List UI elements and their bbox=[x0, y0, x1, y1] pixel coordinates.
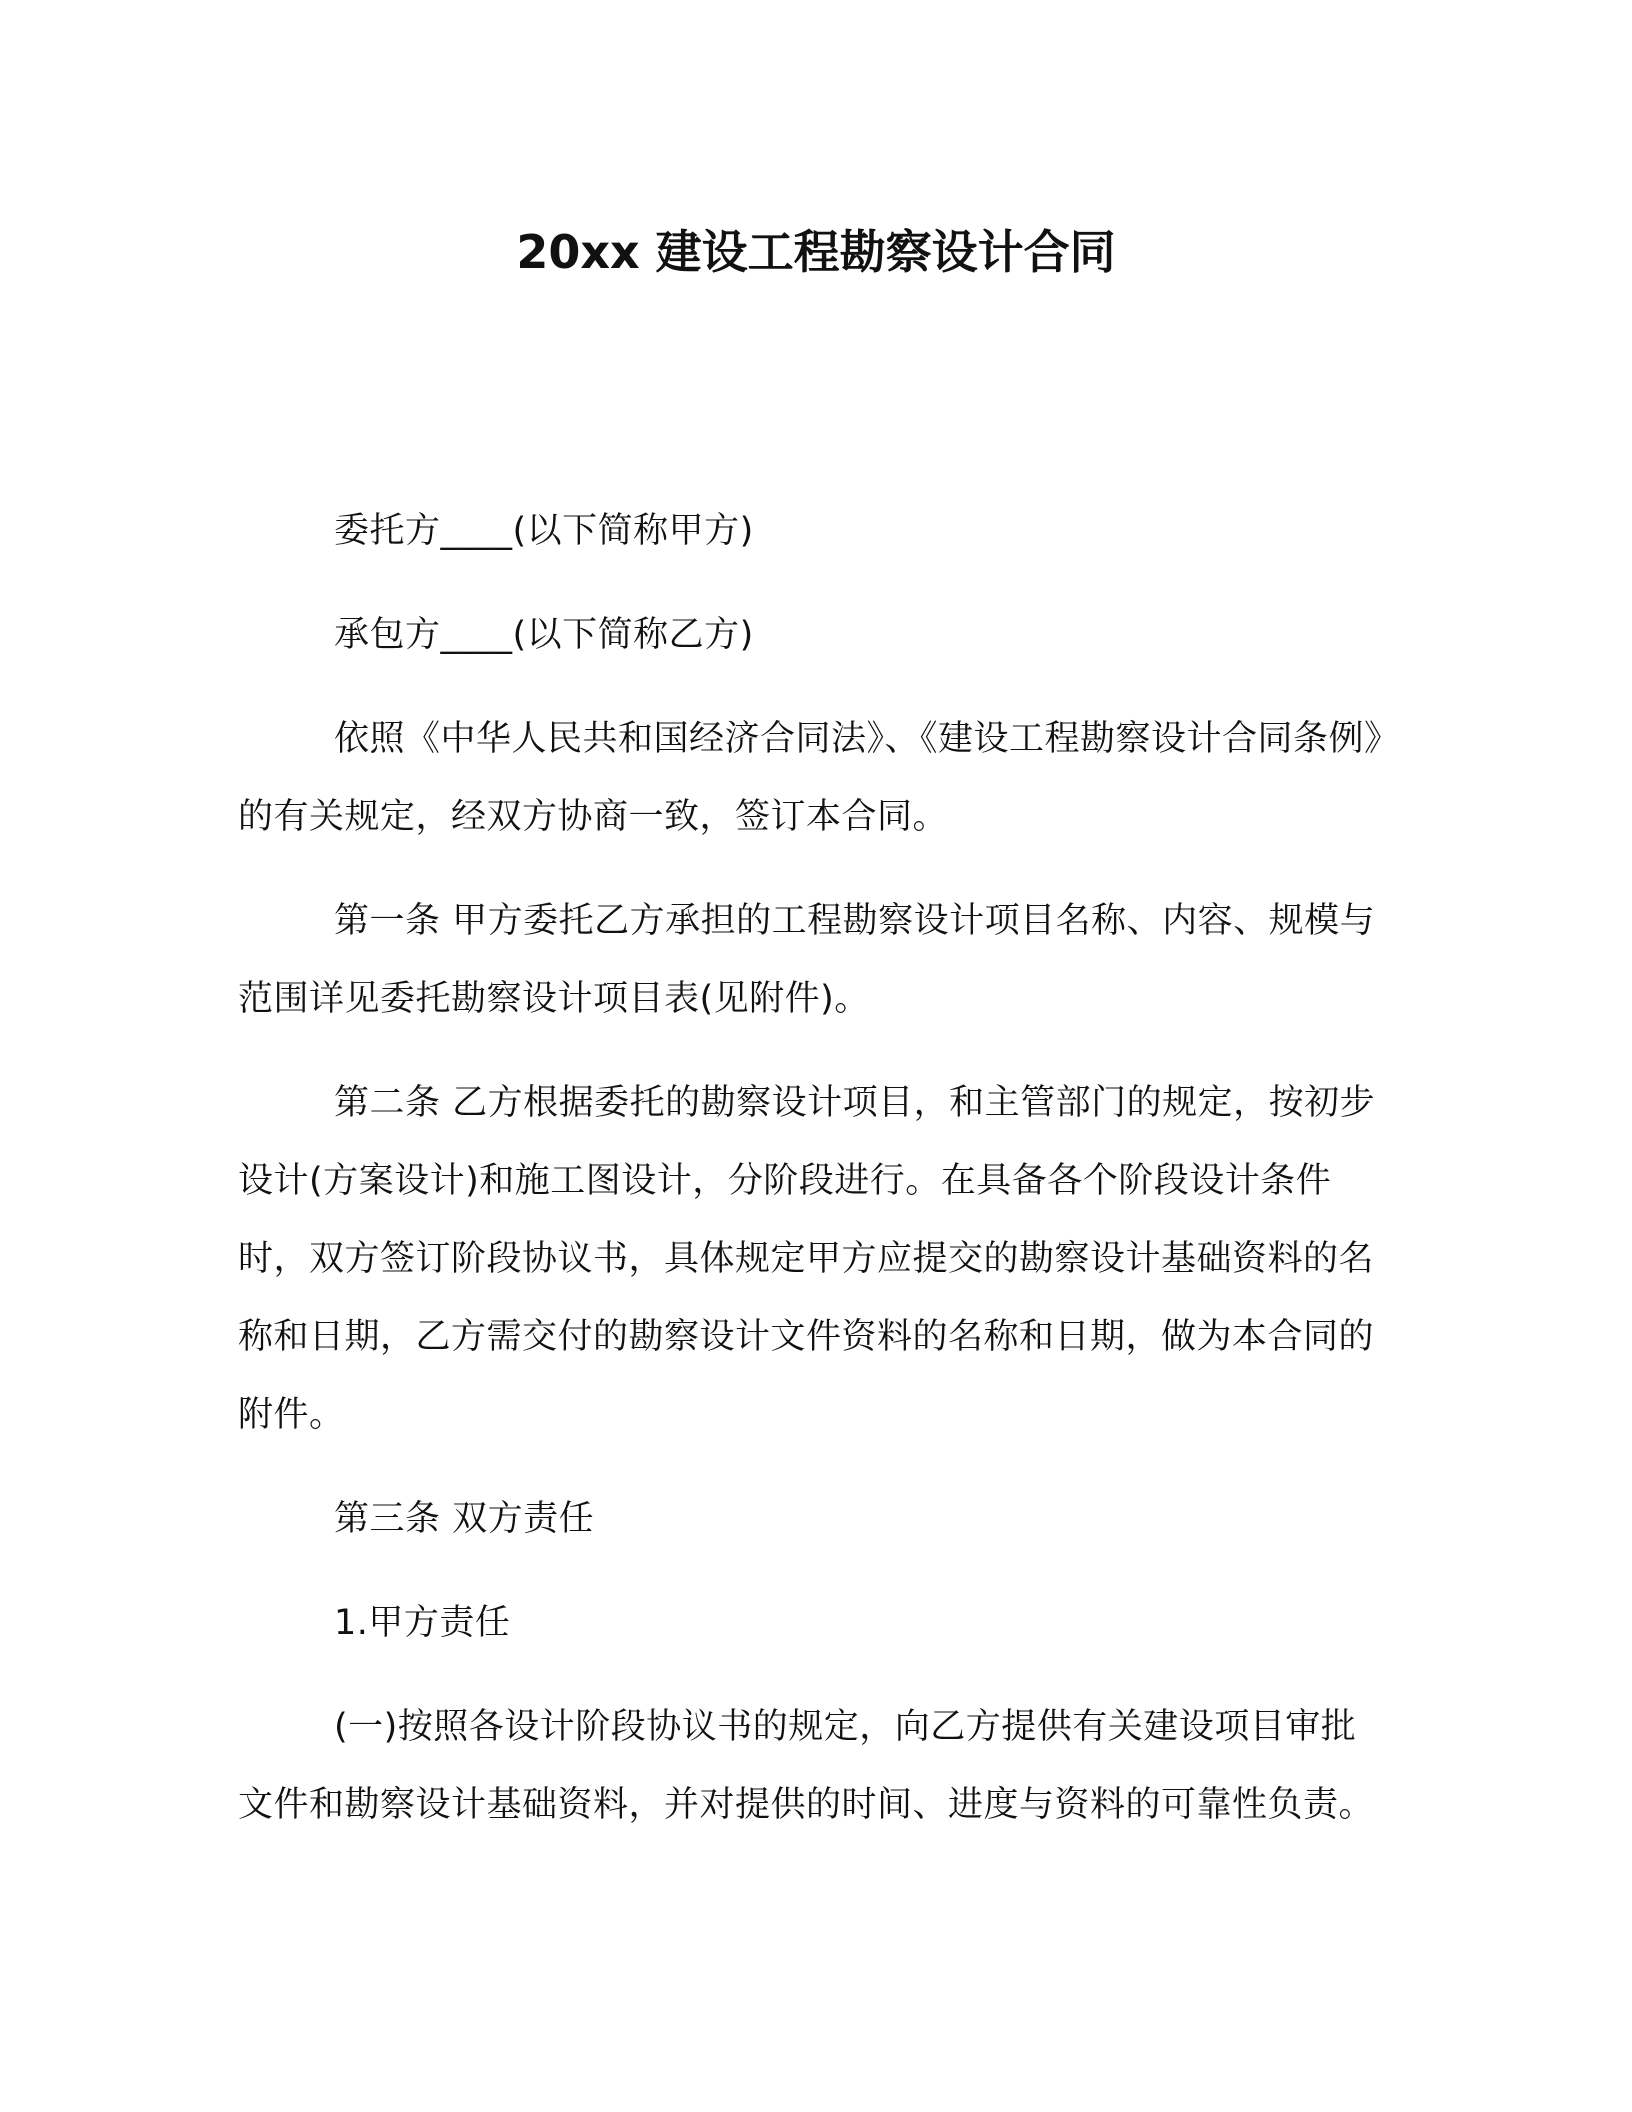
paragraph-article-1: 第一条 甲方委托乙方承担的工程勘察设计项目名称、内容、规模与范围详见委托勘察设计项目表(见附件)。 bbox=[238, 901, 1376, 1019]
paragraph-article-3-heading: 第三条 双方责任 bbox=[334, 1499, 595, 1539]
paragraph-client: 委托方____(以下简称甲方) bbox=[334, 511, 754, 551]
paragraph-legal-basis: 依照《中华人民共和国经济合同法》、《建设工程勘察设计合同条例》的有关规定，经双方协商一致，签订本合同。 bbox=[238, 719, 1383, 837]
paragraph-article-2: 第二条 乙方根据委托的勘察设计项目，和主管部门的规定，按初步设计(方案设计)和施工图设计，分阶段进行。在具备各个阶段设计条件时，双方签订阶段协议书，具体规定甲方应提交的勘察设计基础资料的名称和日期，乙方需交付的勘察设计文件资料的名称和日期，做为本合同的附件。 bbox=[238, 1083, 1376, 1435]
paragraph-party-a-item-1: (一)按照各设计阶段协议书的规定，向乙方提供有关建设项目审批文件和勘察设计基础资料，并对提供的时间、进度与资料的可靠性负责。 bbox=[238, 1707, 1375, 1825]
document-body bbox=[238, 492, 1384, 1844]
document-title: 20xx 建设工程勘察设计合同 bbox=[516, 225, 1116, 279]
paragraph-party-a-heading: 1.甲方责任 bbox=[334, 1603, 511, 1643]
paragraph-contractor: 承包方____(以下简称乙方) bbox=[334, 615, 754, 655]
